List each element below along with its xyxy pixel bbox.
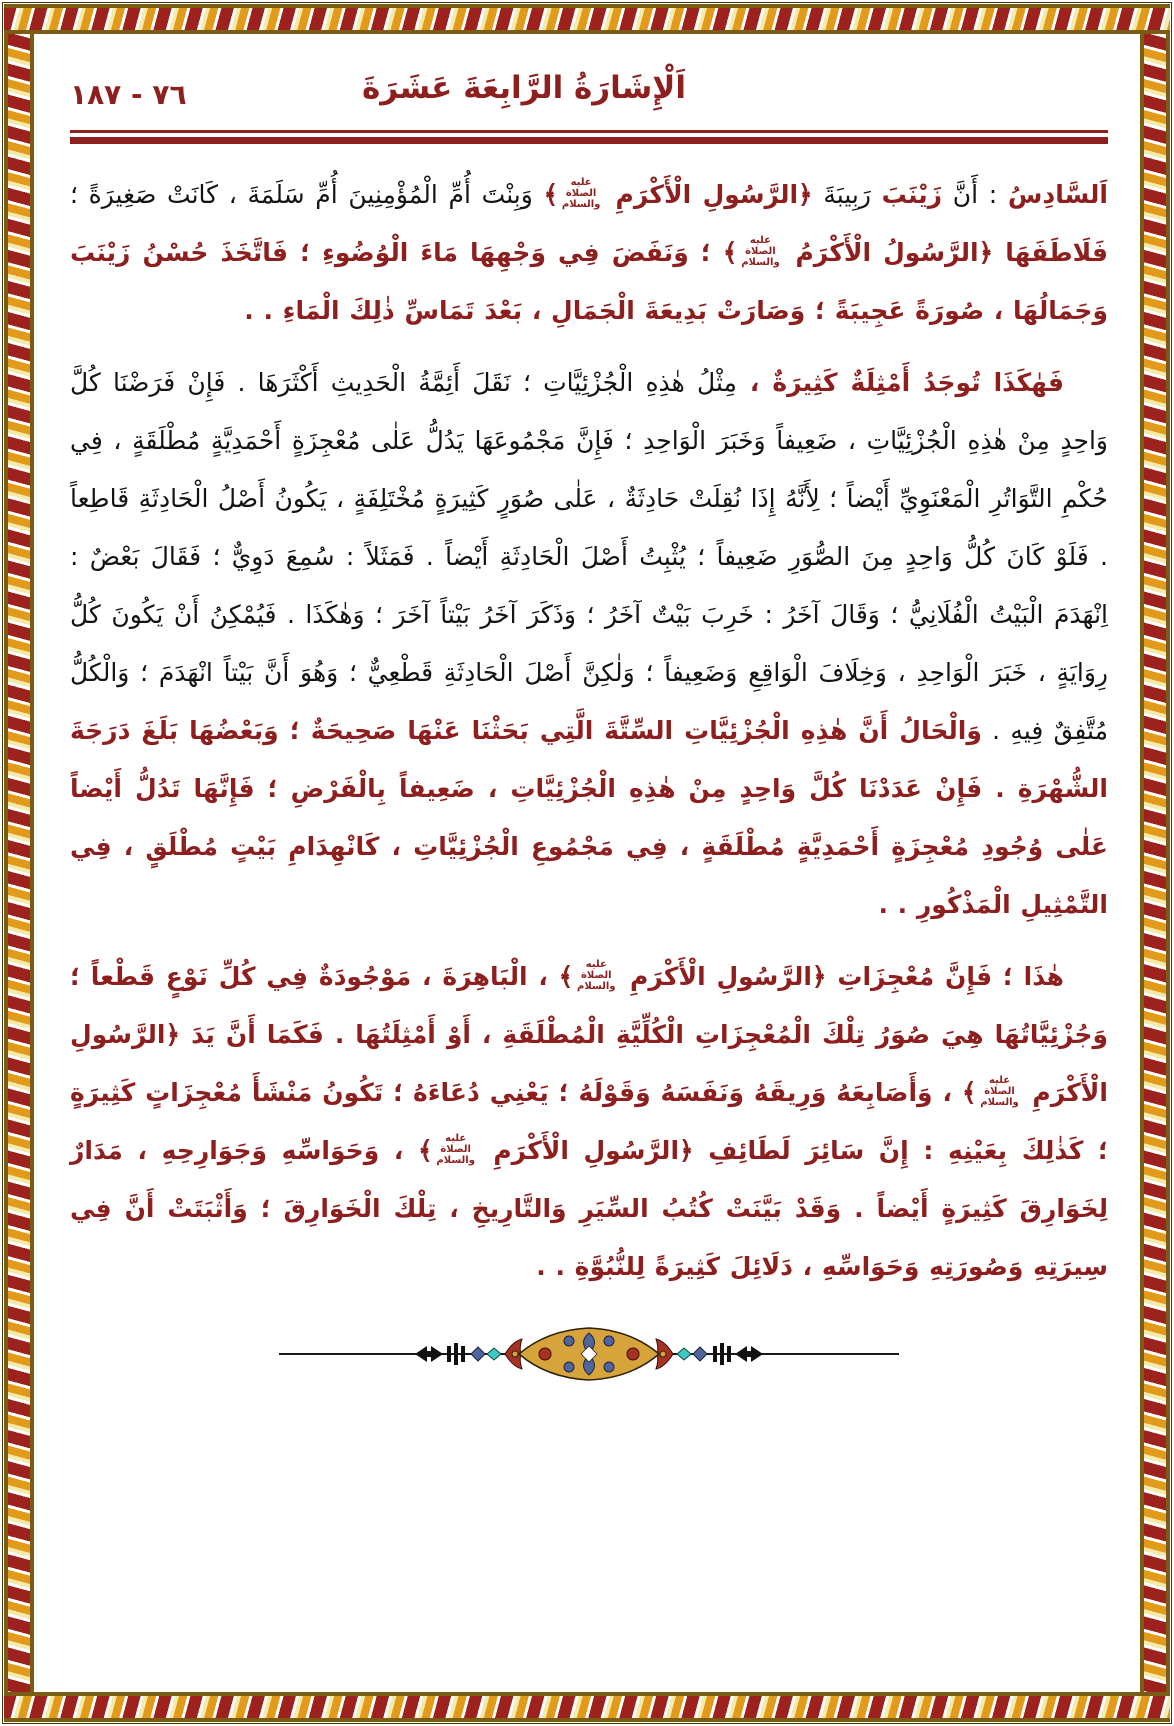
page-content [70, 58, 1108, 1682]
paragraph [70, 166, 1108, 340]
page-title: اَلْإِشَارَةُ الرَّابِعَةَ عَشَرَةَ [362, 70, 686, 106]
text-segment: : أَنَّ [942, 180, 1008, 209]
text-segment: وَبِنْتَ أُمِّ الْمُؤْمِنِينَ أُمِّ سَلَمَةَ ، كَانَتْ صَغِيرَةً ؛ [70, 180, 544, 209]
header-rule-thin [70, 130, 1108, 133]
honorific-mark: عليه الصلاة والسلام [436, 1133, 475, 1166]
text-segment: هٰذَا ؛ فَإِنَّ مُعْجِزَاتِ ﴿الرَّسُولِ الْأَكْرَمِ [619, 962, 1064, 991]
honorific-mark: عليه الصلاة والسلام [561, 177, 601, 210]
text-segment: ﴾ ، وَحَوَاسِّهِ وَجَوَارِحِهِ ، مَدَارٌ لِخَوَارِقَ كَثِيرَةٍ أَيْضاً . وَقَدْ بَيَّنَتْ كُتُبُ السِّيَرِ وَالتَّارِيخِ ، تِلْكَ الْخَوَارِقَ ؛ وَأَثْبَتَتْ أَنَّ فِي سِيرَتِهِ وَصُورَتِهِ وَحَوَاسِّهِ ، دَلَائِلَ كَثِيرَةً لِلنُّبُوَّةِ . . [70, 1136, 1108, 1281]
text-segment: ﴾ ، وَأَصَابِعَهُ وَرِيقَهُ وَنَفَسَهُ وَقَوْلَهُ ؛ يَعْنِي دُعَاءَهُ ؛ تَكُونُ مَنْشَأَ مُعْجِزَاتٍ كَثِيرَةٍ ؛ كَذٰلِكَ بِعَيْنِهِ : إِنَّ سَائِرَ لَطَائِفِ ﴿الرَّسُولِ الْأَكْرَمِ [70, 1078, 1108, 1165]
page-number: ٧٦ - ١٨٧ [70, 78, 187, 111]
text-segment: وَالْحَالُ أَنَّ هٰذِهِ الْجُزْئِيَّاتِ السِّتَّةَ الَّتِي بَحَثْنَا عَنْهَا صَحِيحَةٌ ؛ وَبَعْضُهَا بَلَغَ دَرَجَةَ الشُّهْرَةِ . فَإِنْ عَدَدْنَا كُلَّ وَاحِدٍ مِنْ هٰذِهِ الْجُزْئِيَّاتِ ، ضَعِيفاً بِالْفَرْضِ ؛ فَإِنَّهَا تَدُلُّ أَيْضاً عَلٰى وُجُودِ مُعْجِزَةٍ أَحْمَدِيَّةٍ مُطْلَقَةٍ ، فِي مَجْمُوعِ الْجُزْئِيَّاتِ ، كَانْهِدَامِ بَيْتٍ مُطْلَقٍ ، فِي التَّمْثِيلِ الْمَذْكُورِ . . [70, 716, 1108, 919]
text-segment: ﴾ [543, 180, 559, 209]
text-segment: فَهٰكَذَا تُوجَدُ أَمْثِلَةٌ كَثِيرَةٌ ، [736, 368, 1064, 397]
honorific-mark: عليه الصلاة والسلام [980, 1075, 1019, 1108]
border-right-band [1140, 4, 1170, 1722]
border-left-band [4, 4, 34, 1722]
border-top-band [4, 4, 1170, 34]
floral-divider-icon [269, 1322, 909, 1386]
text-segment: اَلسَّادِسُ [1007, 180, 1108, 209]
header-rule [70, 130, 1108, 144]
title-row [70, 70, 978, 106]
paragraph [70, 948, 1108, 1296]
text-segment: فَلَاطَفَهَا ﴿الرَّسُولُ الْأَكْرَمُ [783, 238, 1108, 267]
footer-ornament [70, 1322, 1108, 1390]
text-segment: ﴾ ، الْبَاهِرَةَ ، مَوْجُودَةٌ فِي كُلِّ نَوْعٍ قَطْعاً ؛ وَجُزْئِيَّاتُهَا هِيَ صُوَرُ تِلْكَ الْمُعْجِزَاتِ الْكُلِّيَّةِ الْمُطْلَقَةِ ، أَوْ أَمْثِلَتُهَا . فَكَمَا أَنَّ يَدَ ﴿الرَّسُولِ الْأَكْرَمِ [70, 962, 1108, 1107]
paragraph [70, 354, 1108, 934]
header-rule-thick [70, 137, 1108, 144]
text-segment: مِثْلُ هٰذِهِ الْجُزْئِيَّاتِ ؛ نَقَلَ أَئِمَّةُ الْحَدِيثِ أَكْثَرَهَا . فَإِنْ فَرَضْنَا كُلَّ وَاحِدٍ مِنْ هٰذِهِ الْجُزْئِيَّاتِ ، ضَعِيفاً وَخَبَرَ الْوَاحِدِ ؛ فَإِنَّ مَجْمُوعَهَا يَدُلُّ عَلٰى مُعْجِزَةٍ أَحْمَدِيَّةٍ مُطْلَقَةٍ ، فِي حُكْمِ التَّوَاتُرِ الْمَعْنَوِيِّ أَيْضاً ؛ لِأَنَّهُ إِذَا نُقِلَتْ حَادِثَةٌ ، عَلٰى صُوَرٍ كَثِيرَةٍ مُخْتَلِفَةٍ ، يَكُونُ أَصْلُ الْحَادِثَةِ قَاطِعاً . فَلَوْ كَانَ كُلُّ وَاحِدٍ مِنَ الصُّوَرِ ضَعِيفاً ؛ يُثْبِتُ أَصْلَ الْحَادِثَةِ أَيْضاً . فَمَثَلاً : سُمِعَ دَوِيٌّ ؛ فَقَالَ بَعْضٌ : اِنْهَدَمَ الْبَيْتُ الْفُلَانِيُّ ؛ وَقَالَ آخَرُ : خَرِبَ بَيْتٌ آخَرُ ؛ وَذَكَرَ آخَرُ بَيْتاً آخَرَ ؛ وَهٰكَذَا . فَيُمْكِنُ أَنْ يَكُونَ كُلُّ رِوَايَةٍ ، خَبَرَ الْوَاحِدِ ، وَخِلَافَ الْوَاقِعِ وَضَعِيفاً ؛ وَلٰكِنَّ أَصْلَ الْحَادِثَةِ قَطْعِيٌّ ؛ وَهُوَ أَنَّ بَيْتاً انْهَدَمَ ؛ وَالْكُلُّ مُتَّفِقٌ فِيهِ . [70, 368, 1108, 745]
text-segment: ﴿الرَّسُولِ الْأَكْرَمِ [604, 180, 813, 209]
body-text [70, 166, 1108, 1296]
border-bottom-band [4, 1692, 1170, 1722]
honorific-mark: عليه الصلاة والسلام [741, 235, 780, 268]
text-segment: زَيْنَبَ [881, 180, 943, 209]
page-header [70, 58, 1108, 130]
text-segment: ﴾ ؛ وَنَفَضَ فِي وَجْهِهَا مَاءَ الْوُضُوءِ ؛ فَاتَّخَذَ حُسْنُ زَيْنَبَ وَجَمَالُهَا ، صُورَةً عَجِيبَةً ؛ وَصَارَتْ بَدِيعَةَ الْجَمَالِ ، بَعْدَ تَمَاسِّ ذٰلِكَ الْمَاءِ . . [70, 238, 1108, 325]
text-segment: رَبِيبَةَ [812, 180, 882, 209]
honorific-mark: عليه الصلاة والسلام [577, 959, 616, 992]
